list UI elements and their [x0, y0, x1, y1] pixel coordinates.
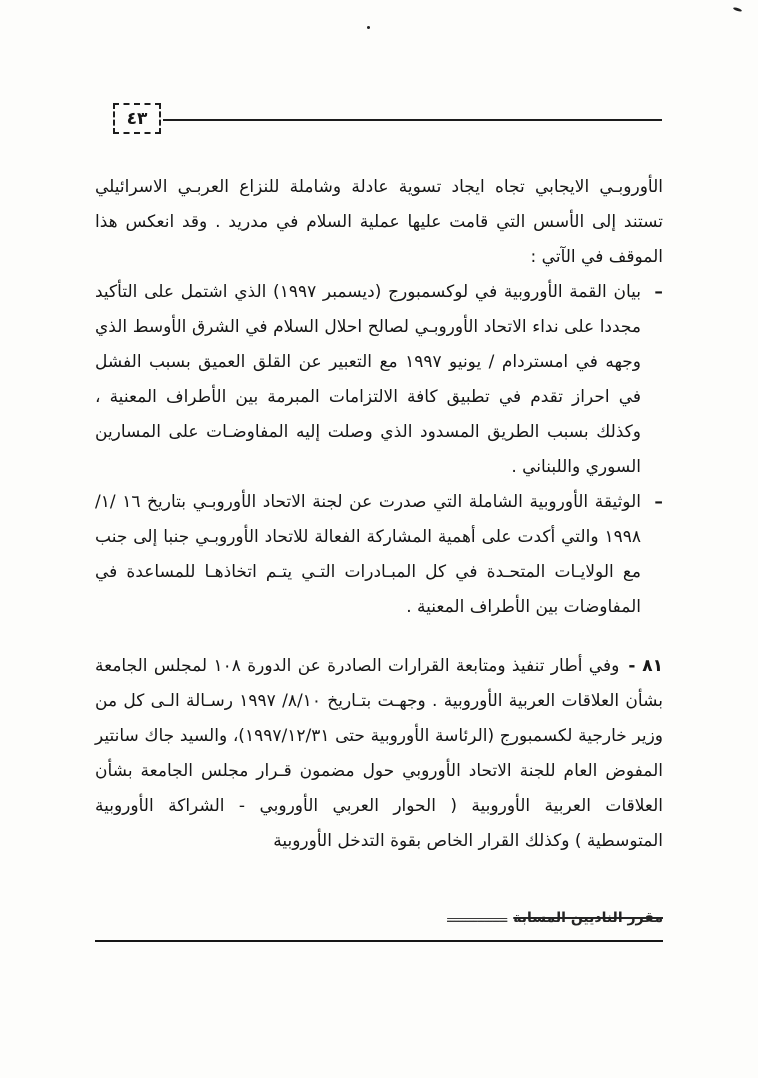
page-number-box: [113, 103, 161, 134]
footer-script-text: مقرر الناديين المسابة: [513, 910, 663, 926]
scan-speck: [367, 26, 370, 29]
bullet-item-1: [95, 275, 663, 485]
bullet-item-2: [95, 485, 663, 625]
bullet-text: الوثيقة الأوروبية الشاملة التي صدرت عن لجنة الاتحاد الأوروبـي بتاريخ ١٦ /١/ ١٩٩٨ والتي أكدت على أهمية المشاركة الفعالة للاتحاد الأوروبـي جنبا إلى جنب مع الولايـات المتحـدة في كل المبـادرات التـي يتـم اتخاذهـا للمساعدة في المفاوضات بين الأطراف المعنية .: [95, 492, 641, 617]
bullet-dash: –: [654, 282, 663, 302]
header-rule: [163, 119, 662, 121]
bullet-dash: –: [654, 492, 663, 512]
bullet-text: بيان القمة الأوروبية في لوكسمبورج (ديسمبر ١٩٩٧) الذي اشتمل على التأكيد مجددا على نداء الاتحاد الأوروبـي لصالح احلال السلام في الشرق الأوسط الذي وجهه في امستردام / يونيو ١٩٩٧ مع التعبير عن القلق العميق بسبب الفشل في احراز تقدم في تطبيق كافة الالتزامات المبرمة بين الأطراف المعنية ، وكذلك بسبب الطريق المسدود الذي وصلت إليه المفاوضـات على المسارين السوري واللبناني .: [95, 282, 641, 477]
numbered-paragraph-81: [95, 649, 663, 859]
scan-speck: [733, 7, 742, 13]
page-number: ٤٣: [126, 108, 148, 129]
intro-paragraph: الأوروبـي الايجابي تجاه ايجاد تسوية عادلة وشاملة للنزاع العربـي الاسرائيلي تستند إلى الأسس التي قامت عليها عملية السلام في مدريد . وقد انعكس هذا الموقف في الآتي :: [95, 177, 663, 267]
paragraph-text: وفي أطار تنفيذ ومتابعة القرارات الصادرة عن الدورة ١٠٨ لمجلس الجامعة بشأن العلاقات العربية الأوروبية . وجهـت بتـاريخ ٨/١٠/ ١٩٩٧ رسـالة الـى كل من وزير خارجية لكسمبورج (الرئاسة الأوروبية حتى ١٩٩٧/١٢/٣١)، والسيد جاك سانتير المفوض العام للجنة الاتحاد الأوروبي حول مضمون قـرار مجلس الجامعة بشأن العلاقات العربية الأوروبية ( الحوار العربي الأوروبي - الشراكة الأوروبية المتوسطية ) وكذلك القرار الخاص بقوة التدخل الأوروبية: [95, 656, 663, 851]
footer-decorative-script: [447, 910, 663, 926]
paragraph-number: ٨١ -: [628, 656, 663, 676]
footer-rule: [95, 940, 663, 942]
body-text: [95, 170, 663, 859]
footer-dashes: ــــــــــــــــ: [447, 911, 508, 925]
